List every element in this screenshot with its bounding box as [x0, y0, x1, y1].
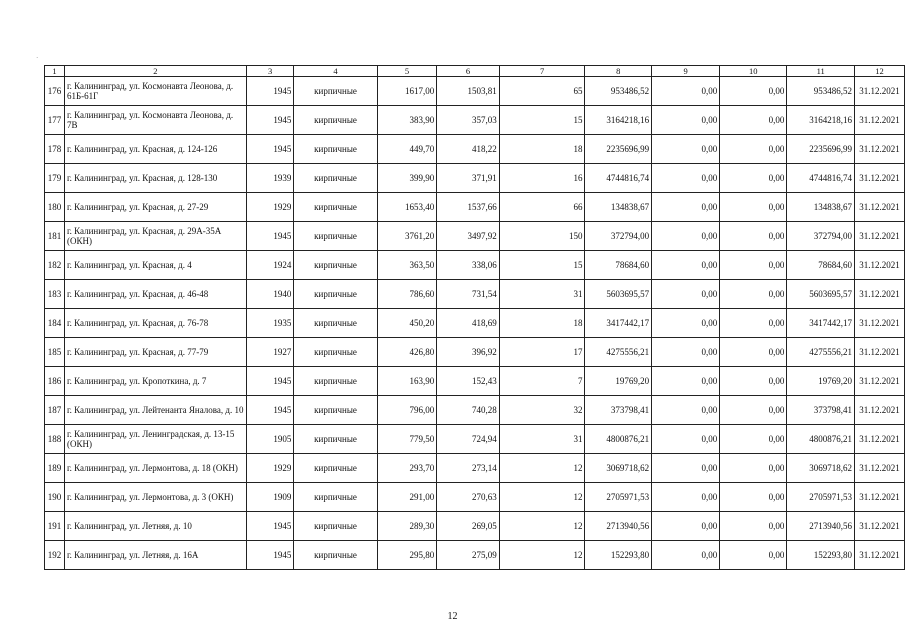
year-cell: 1929: [246, 454, 294, 483]
column-number-cell: 4: [294, 66, 377, 77]
total-area-cell: 291,00: [377, 483, 437, 512]
column-number-cell: 6: [437, 66, 499, 77]
date-cell: 31.12.2021: [855, 222, 905, 251]
value-cell: 0,00: [652, 251, 720, 280]
living-area-cell: 338,06: [437, 251, 499, 280]
year-cell: 1945: [246, 541, 294, 570]
total-area-cell: 3761,20: [377, 222, 437, 251]
year-cell: 1935: [246, 309, 294, 338]
total-cost-cell: 3164218,16: [787, 106, 855, 135]
address-cell: г. Калининград, ул. Красная, д. 46-48: [64, 280, 246, 309]
wall-material-cell: кирпичные: [294, 280, 377, 309]
residents-cell: 12: [499, 454, 585, 483]
year-cell: 1945: [246, 512, 294, 541]
value-cell: 0,00: [652, 512, 720, 541]
total-area-cell: 295,80: [377, 541, 437, 570]
cost-cell: 372794,00: [585, 222, 652, 251]
cost-cell: 2705971,53: [585, 483, 652, 512]
date-cell: 31.12.2021: [855, 251, 905, 280]
address-cell: г. Калининград, ул. Космонавта Леонова, д. 61Б-61Г: [64, 77, 246, 106]
cost-cell: 134838,67: [585, 193, 652, 222]
cost-cell: 152293,80: [585, 541, 652, 570]
wall-material-cell: кирпичные: [294, 396, 377, 425]
table-row: [45, 106, 905, 135]
date-cell: 31.12.2021: [855, 541, 905, 570]
living-area-cell: 740,28: [437, 396, 499, 425]
date-cell: 31.12.2021: [855, 367, 905, 396]
year-cell: 1909: [246, 483, 294, 512]
column-number-cell: 2: [64, 66, 246, 77]
value-cell: 0,00: [652, 309, 720, 338]
cost-cell: 3069718,62: [585, 454, 652, 483]
row-number-cell: 179: [45, 164, 65, 193]
wall-material-cell: кирпичные: [294, 338, 377, 367]
living-area-cell: 270,63: [437, 483, 499, 512]
table-row: [45, 425, 905, 454]
total-cost-cell: 372794,00: [787, 222, 855, 251]
address-cell: г. Калининград, ул. Красная, д. 4: [64, 251, 246, 280]
row-number-cell: 187: [45, 396, 65, 425]
value-cell: 0,00: [652, 135, 720, 164]
value-cell: 0,00: [652, 454, 720, 483]
living-area-cell: 731,54: [437, 280, 499, 309]
table-row: [45, 135, 905, 164]
date-cell: 31.12.2021: [855, 425, 905, 454]
date-cell: 31.12.2021: [855, 396, 905, 425]
residents-cell: 65: [499, 77, 585, 106]
total-cost-cell: 134838,67: [787, 193, 855, 222]
total-area-cell: 449,70: [377, 135, 437, 164]
address-cell: г. Калининград, ул. Красная, д. 128-130: [64, 164, 246, 193]
row-number-cell: 188: [45, 425, 65, 454]
housing-register-table: [44, 65, 905, 570]
total-cost-cell: 5603695,57: [787, 280, 855, 309]
residents-cell: 15: [499, 106, 585, 135]
value-cell: 0,00: [652, 222, 720, 251]
residents-cell: 18: [499, 309, 585, 338]
row-number-cell: 183: [45, 280, 65, 309]
value-cell: 0,00: [720, 106, 787, 135]
year-cell: 1939: [246, 164, 294, 193]
address-cell: г. Калининград, ул. Летняя, д. 10: [64, 512, 246, 541]
total-cost-cell: 78684,60: [787, 251, 855, 280]
living-area-cell: 3497,92: [437, 222, 499, 251]
table-row: [45, 512, 905, 541]
table-row: [45, 483, 905, 512]
total-area-cell: 779,50: [377, 425, 437, 454]
row-number-cell: 182: [45, 251, 65, 280]
wall-material-cell: кирпичные: [294, 425, 377, 454]
date-cell: 31.12.2021: [855, 193, 905, 222]
total-area-cell: 363,50: [377, 251, 437, 280]
row-number-cell: 186: [45, 367, 65, 396]
total-area-cell: 786,60: [377, 280, 437, 309]
value-cell: 0,00: [720, 483, 787, 512]
value-cell: 0,00: [720, 367, 787, 396]
scan-speck: ·: [36, 54, 39, 62]
date-cell: 31.12.2021: [855, 164, 905, 193]
value-cell: 0,00: [720, 396, 787, 425]
year-cell: 1945: [246, 135, 294, 164]
date-cell: 31.12.2021: [855, 135, 905, 164]
date-cell: 31.12.2021: [855, 512, 905, 541]
total-cost-cell: 2713940,56: [787, 512, 855, 541]
wall-material-cell: кирпичные: [294, 106, 377, 135]
row-number-cell: 177: [45, 106, 65, 135]
value-cell: 0,00: [652, 164, 720, 193]
living-area-cell: 275,09: [437, 541, 499, 570]
residents-cell: 150: [499, 222, 585, 251]
cost-cell: 5603695,57: [585, 280, 652, 309]
wall-material-cell: кирпичные: [294, 454, 377, 483]
living-area-cell: 724,94: [437, 425, 499, 454]
value-cell: 0,00: [652, 425, 720, 454]
wall-material-cell: кирпичные: [294, 77, 377, 106]
living-area-cell: 273,14: [437, 454, 499, 483]
total-area-cell: 293,70: [377, 454, 437, 483]
cost-cell: 373798,41: [585, 396, 652, 425]
wall-material-cell: кирпичные: [294, 193, 377, 222]
cost-cell: 2713940,56: [585, 512, 652, 541]
wall-material-cell: кирпичные: [294, 164, 377, 193]
year-cell: 1924: [246, 251, 294, 280]
value-cell: 0,00: [720, 135, 787, 164]
table-row: [45, 251, 905, 280]
address-cell: г. Калининград, ул. Летняя, д. 16А: [64, 541, 246, 570]
address-cell: г. Калининград, ул. Красная, д. 77-79: [64, 338, 246, 367]
date-cell: 31.12.2021: [855, 454, 905, 483]
column-number-cell: 3: [246, 66, 294, 77]
table-row: [45, 541, 905, 570]
residents-cell: 16: [499, 164, 585, 193]
total-area-cell: 796,00: [377, 396, 437, 425]
residents-cell: 12: [499, 512, 585, 541]
row-number-cell: 181: [45, 222, 65, 251]
value-cell: 0,00: [720, 512, 787, 541]
date-cell: 31.12.2021: [855, 106, 905, 135]
total-area-cell: 383,90: [377, 106, 437, 135]
residents-cell: 15: [499, 251, 585, 280]
column-number-cell: 8: [585, 66, 652, 77]
cost-cell: 953486,52: [585, 77, 652, 106]
living-area-cell: 418,22: [437, 135, 499, 164]
total-area-cell: 450,20: [377, 309, 437, 338]
address-cell: г. Калининград, ул. Красная, д. 29А-35А (ОКН): [64, 222, 246, 251]
value-cell: 0,00: [720, 193, 787, 222]
table-row: [45, 77, 905, 106]
value-cell: 0,00: [652, 396, 720, 425]
address-cell: г. Калининград, ул. Лермонтова, д. 18 (ОКН): [64, 454, 246, 483]
column-number-cell: 12: [855, 66, 905, 77]
address-cell: г. Калининград, ул. Космонавта Леонова, д. 7В: [64, 106, 246, 135]
value-cell: 0,00: [720, 222, 787, 251]
living-area-cell: 269,05: [437, 512, 499, 541]
table-row: [45, 309, 905, 338]
column-number-cell: 7: [499, 66, 585, 77]
year-cell: 1927: [246, 338, 294, 367]
value-cell: 0,00: [652, 106, 720, 135]
value-cell: 0,00: [720, 251, 787, 280]
cost-cell: 19769,20: [585, 367, 652, 396]
table-row: [45, 193, 905, 222]
address-cell: г. Калининград, ул. Красная, д. 124-126: [64, 135, 246, 164]
column-number-cell: 9: [652, 66, 720, 77]
row-number-cell: 191: [45, 512, 65, 541]
total-area-cell: 163,90: [377, 367, 437, 396]
row-number-cell: 176: [45, 77, 65, 106]
total-cost-cell: 3069718,62: [787, 454, 855, 483]
column-number-cell: 10: [720, 66, 787, 77]
date-cell: 31.12.2021: [855, 338, 905, 367]
wall-material-cell: кирпичные: [294, 483, 377, 512]
living-area-cell: 357,03: [437, 106, 499, 135]
table-row: [45, 280, 905, 309]
total-cost-cell: 2705971,53: [787, 483, 855, 512]
wall-material-cell: кирпичные: [294, 251, 377, 280]
value-cell: 0,00: [652, 541, 720, 570]
table-row: [45, 222, 905, 251]
year-cell: 1945: [246, 77, 294, 106]
total-cost-cell: 3417442,17: [787, 309, 855, 338]
address-cell: г. Калининград, ул. Красная, д. 76-78: [64, 309, 246, 338]
total-cost-cell: 953486,52: [787, 77, 855, 106]
total-area-cell: 399,90: [377, 164, 437, 193]
living-area-cell: 396,92: [437, 338, 499, 367]
value-cell: 0,00: [652, 77, 720, 106]
value-cell: 0,00: [720, 338, 787, 367]
living-area-cell: 371,91: [437, 164, 499, 193]
column-number-cell: 5: [377, 66, 437, 77]
cost-cell: 3164218,16: [585, 106, 652, 135]
year-cell: 1945: [246, 106, 294, 135]
value-cell: 0,00: [652, 338, 720, 367]
value-cell: 0,00: [652, 280, 720, 309]
table-row: [45, 396, 905, 425]
year-cell: 1929: [246, 193, 294, 222]
cost-cell: 78684,60: [585, 251, 652, 280]
total-cost-cell: 4275556,21: [787, 338, 855, 367]
total-area-cell: 1653,40: [377, 193, 437, 222]
living-area-cell: 418,69: [437, 309, 499, 338]
row-number-cell: 185: [45, 338, 65, 367]
value-cell: 0,00: [652, 367, 720, 396]
cost-cell: 2235696,99: [585, 135, 652, 164]
date-cell: 31.12.2021: [855, 309, 905, 338]
year-cell: 1945: [246, 367, 294, 396]
wall-material-cell: кирпичные: [294, 222, 377, 251]
total-cost-cell: 2235696,99: [787, 135, 855, 164]
residents-cell: 17: [499, 338, 585, 367]
address-cell: г. Калининград, ул. Лейтенанта Яналова, д. 10: [64, 396, 246, 425]
value-cell: 0,00: [652, 483, 720, 512]
cost-cell: 4800876,21: [585, 425, 652, 454]
row-number-cell: 184: [45, 309, 65, 338]
table-row: [45, 367, 905, 396]
residents-cell: 18: [499, 135, 585, 164]
cost-cell: 4744816,74: [585, 164, 652, 193]
value-cell: 0,00: [720, 164, 787, 193]
table-row: [45, 454, 905, 483]
column-number-cell: 1: [45, 66, 65, 77]
wall-material-cell: кирпичные: [294, 309, 377, 338]
total-area-cell: 1617,00: [377, 77, 437, 106]
residents-cell: 12: [499, 483, 585, 512]
date-cell: 31.12.2021: [855, 77, 905, 106]
wall-material-cell: кирпичные: [294, 135, 377, 164]
row-number-cell: 190: [45, 483, 65, 512]
address-cell: г. Калининград, ул. Ленинградская, д. 13-15 (ОКН): [64, 425, 246, 454]
cost-cell: 4275556,21: [585, 338, 652, 367]
table-row: [45, 338, 905, 367]
wall-material-cell: кирпичные: [294, 512, 377, 541]
row-number-cell: 192: [45, 541, 65, 570]
residents-cell: 31: [499, 425, 585, 454]
total-area-cell: 426,80: [377, 338, 437, 367]
residents-cell: 7: [499, 367, 585, 396]
row-number-cell: 189: [45, 454, 65, 483]
cost-cell: 3417442,17: [585, 309, 652, 338]
residents-cell: 32: [499, 396, 585, 425]
living-area-cell: 152,43: [437, 367, 499, 396]
total-area-cell: 289,30: [377, 512, 437, 541]
column-number-cell: 11: [787, 66, 855, 77]
wall-material-cell: кирпичные: [294, 541, 377, 570]
year-cell: 1905: [246, 425, 294, 454]
year-cell: 1945: [246, 222, 294, 251]
residents-cell: 12: [499, 541, 585, 570]
value-cell: 0,00: [720, 77, 787, 106]
page-number: 12: [447, 611, 458, 622]
row-number-cell: 178: [45, 135, 65, 164]
total-cost-cell: 19769,20: [787, 367, 855, 396]
total-cost-cell: 373798,41: [787, 396, 855, 425]
total-cost-cell: 4744816,74: [787, 164, 855, 193]
address-cell: г. Калининград, ул. Красная, д. 27-29: [64, 193, 246, 222]
living-area-cell: 1537,66: [437, 193, 499, 222]
living-area-cell: 1503,81: [437, 77, 499, 106]
value-cell: 0,00: [652, 193, 720, 222]
value-cell: 0,00: [720, 425, 787, 454]
column-number-row: [45, 66, 905, 77]
residents-cell: 31: [499, 280, 585, 309]
value-cell: 0,00: [720, 454, 787, 483]
date-cell: 31.12.2021: [855, 280, 905, 309]
residents-cell: 66: [499, 193, 585, 222]
table-row: [45, 164, 905, 193]
year-cell: 1945: [246, 396, 294, 425]
value-cell: 0,00: [720, 541, 787, 570]
value-cell: 0,00: [720, 280, 787, 309]
year-cell: 1940: [246, 280, 294, 309]
address-cell: г. Калининград, ул. Кропоткина, д. 7: [64, 367, 246, 396]
row-number-cell: 180: [45, 193, 65, 222]
total-cost-cell: 152293,80: [787, 541, 855, 570]
date-cell: 31.12.2021: [855, 483, 905, 512]
value-cell: 0,00: [720, 309, 787, 338]
total-cost-cell: 4800876,21: [787, 425, 855, 454]
wall-material-cell: кирпичные: [294, 367, 377, 396]
address-cell: г. Калининград, ул. Лермонтова, д. 3 (ОКН): [64, 483, 246, 512]
